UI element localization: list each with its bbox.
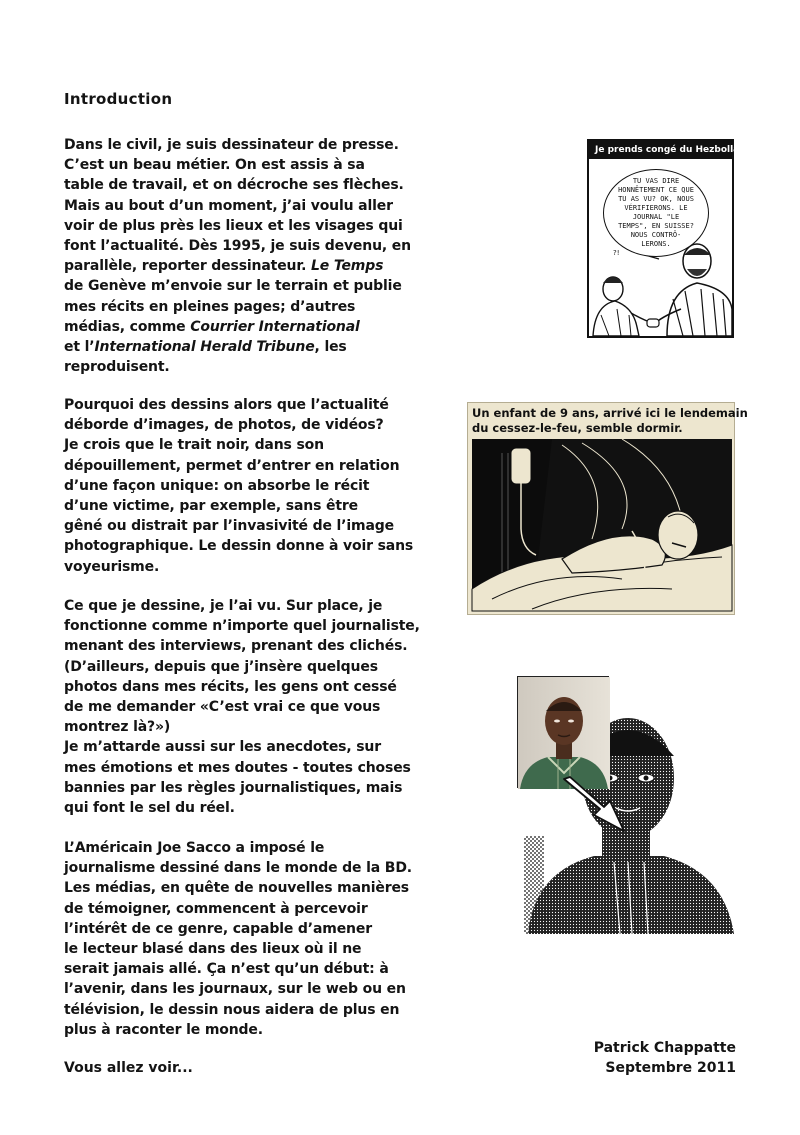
- italic-title: Courrier International: [190, 318, 360, 335]
- text-run: menant des interviews, prenant des clichés.: [64, 638, 408, 655]
- paragraph-4: [64, 838, 412, 1040]
- child-head: [658, 511, 698, 559]
- text-line: [64, 456, 404, 476]
- panel-caption: Je prends congé du Hezbollah...: [589, 141, 732, 159]
- text-line: [64, 919, 404, 939]
- text-run: Mais au bout d’un moment, j’ai voulu aller: [64, 197, 393, 214]
- text-run: montrez là?»): [64, 719, 171, 736]
- paragraph-2: [64, 395, 414, 577]
- signature: [594, 1038, 736, 1078]
- text-line: [64, 256, 404, 276]
- text-line: [64, 697, 404, 717]
- text-line: [64, 878, 409, 898]
- text-run: L’Américain Joe Sacco a imposé le: [64, 840, 325, 856]
- text-run: font l’actualité. Dès 1995, je suis devenu, en: [64, 238, 411, 255]
- text-run: Les médias, en quête de nouvelles manières: [64, 880, 409, 897]
- comic-panel-hospital: [467, 402, 748, 615]
- text-line: [64, 395, 404, 415]
- text-line: [64, 858, 412, 878]
- handshake: [647, 319, 659, 327]
- text-line: [64, 979, 404, 999]
- text-run: l’avenir, dans les journaux, sur le web ou en: [64, 981, 406, 998]
- text-run: fonctionne comme n’importe quel journaliste,: [64, 618, 420, 635]
- text-run: plus à raconter le monde.: [64, 1021, 263, 1038]
- text-run: Pourquoi des dessins alors que l’actualité: [64, 397, 389, 413]
- text-line: [64, 337, 404, 357]
- iv-drip: [512, 449, 530, 483]
- text-line: [64, 616, 420, 636]
- text-run: table de travail, et on décroche ses flèches.: [64, 177, 404, 194]
- text-run: , les: [314, 339, 347, 356]
- photo-image: [518, 677, 610, 789]
- text-line: [64, 1020, 404, 1040]
- text-line: [64, 357, 404, 377]
- text-run: d’une façon unique: on absorbe le récit: [64, 477, 370, 494]
- arrow-icon: [560, 775, 630, 835]
- text-line: [64, 737, 404, 757]
- text-run: télévision, le dessin nous aidera de plus en: [64, 1001, 400, 1018]
- text-line: [64, 496, 404, 516]
- text-line: [64, 899, 404, 919]
- text-line: [64, 778, 404, 798]
- text-run: Ce que je dessine, je l’ai vu. Sur place, je: [64, 598, 383, 614]
- text-run: de témoigner, commencent à percevoir: [64, 900, 368, 917]
- text-line: [64, 717, 404, 737]
- author-name: Patrick Chappatte: [593, 1040, 736, 1056]
- speech-text: TU VAS DIRE HONNÊTEMENT CE QUE TU AS VU? OK, NOUS VÉRIFIERONS. LE JOURNAL "LE TEMPS", EN SUISSE? NOUS CONTRÔ-LERONS.: [618, 177, 694, 248]
- paragraph-1: [64, 135, 411, 377]
- text-line: [64, 516, 404, 536]
- text-run: mes récits en pleines pages; d’autres: [64, 298, 356, 315]
- text-line: [64, 939, 404, 959]
- text-run: voyeurisme.: [64, 558, 160, 575]
- text-run: bannies par les règles journalistiques, mais: [64, 779, 403, 796]
- portrait-photo: [517, 676, 609, 788]
- surprise-mark: ?!: [613, 249, 620, 257]
- text-run: voir de plus près les lieux et les visages qui: [64, 217, 403, 234]
- text-line: [64, 838, 404, 858]
- text-run: et l’: [64, 339, 95, 356]
- text-run: dépouillement, permet d’entrer en relation: [64, 457, 400, 474]
- text-run: Je crois que le trait noir, dans son: [64, 437, 324, 454]
- comic-panel-hezbollah: [587, 139, 756, 338]
- text-run: reproduisent.: [64, 359, 170, 376]
- text-run: journalisme dessiné dans le monde de la BD.: [64, 860, 412, 877]
- text-run: le lecteur blasé dans des lieux où il ne: [64, 941, 362, 958]
- text-line: [64, 536, 414, 556]
- text-run: l’intérêt de ce genre, capable d’amener: [64, 920, 372, 937]
- text-run: Dans le civil, je suis dessinateur de presse.: [64, 137, 399, 153]
- text-run: photos dans mes récits, les gens ont cessé: [64, 678, 397, 695]
- text-line: [64, 636, 408, 656]
- text-run: qui font le sel du réel.: [64, 800, 235, 817]
- text-run: serait jamais allé. Ça n’est qu’un début: à: [64, 961, 389, 978]
- text-run: de Genève m’envoie sur le terrain et publie: [64, 278, 402, 295]
- text-line: [64, 276, 404, 296]
- text-run: gêné ou distrait par l’invasivité de l’image: [64, 518, 394, 535]
- text-line: [64, 1000, 404, 1020]
- text-line: [64, 596, 404, 616]
- speech-bubble: [603, 169, 709, 257]
- text-line: [64, 415, 404, 435]
- text-line: [64, 798, 404, 818]
- text-line: [64, 758, 411, 778]
- signature-date: Septembre 2011: [605, 1060, 736, 1076]
- text-run: photographique. Le dessin donne à voir sans: [64, 538, 414, 555]
- text-line: [64, 236, 411, 256]
- text-run: mes émotions et mes doutes - toutes choses: [64, 759, 411, 776]
- italic-title: Le Temps: [311, 258, 384, 275]
- panel-caption: Un enfant de 9 ans, arrivé ici le lendemain du cessez-le-feu, semble dormir.: [472, 406, 748, 435]
- page-heading: Introduction: [64, 90, 173, 108]
- text-run: de me demander «C’est vrai ce que vous: [64, 699, 381, 716]
- text-run: (D’ailleurs, depuis que j’insère quelques: [64, 658, 378, 675]
- closing-line: Vous allez voir...: [64, 1060, 193, 1076]
- text-run: médias, comme: [64, 318, 191, 335]
- text-line: [64, 476, 404, 496]
- text-line: [64, 175, 404, 195]
- paragraph-3: [64, 596, 420, 818]
- italic-title: International Herald Tribune: [94, 339, 315, 356]
- text-line: [64, 155, 404, 175]
- text-line: [64, 557, 404, 577]
- text-run: C’est un beau métier. On est assis à sa: [64, 157, 365, 174]
- text-line: [64, 216, 404, 236]
- text-run: déborde d’images, de photos, de vidéos?: [64, 417, 384, 434]
- text-run: parallèle, reporter dessinateur.: [64, 258, 312, 275]
- text-line: [64, 657, 404, 677]
- hospital-illustration: [472, 439, 732, 611]
- text-run: Je m’attarde aussi sur les anecdotes, sur: [64, 739, 382, 756]
- text-line: [64, 959, 404, 979]
- text-line: [64, 135, 404, 155]
- text-line: [64, 196, 404, 216]
- text-line: [64, 435, 404, 455]
- text-line: [64, 297, 404, 317]
- text-line: [64, 317, 404, 337]
- man-body: [667, 283, 732, 336]
- text-line: [64, 677, 404, 697]
- text-run: d’une victime, par exemple, sans être: [64, 498, 358, 515]
